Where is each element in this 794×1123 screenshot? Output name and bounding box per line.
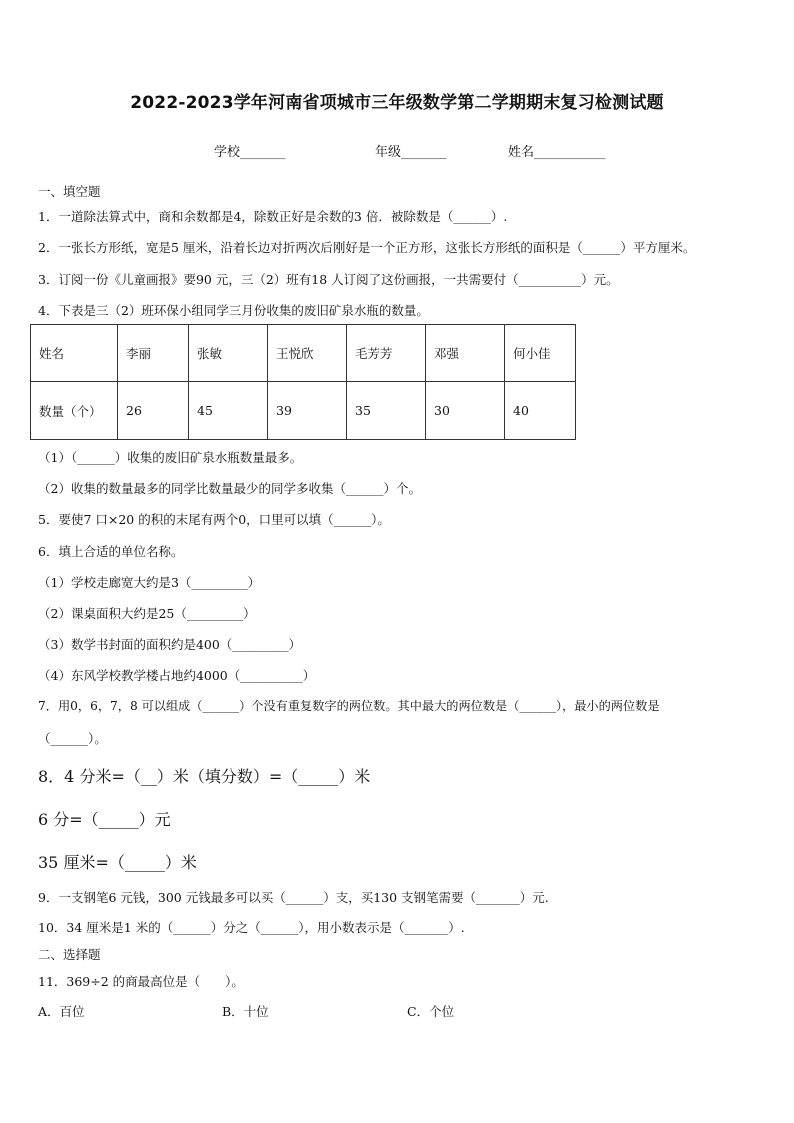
question-5: 5．要使7 口×20 的积的末尾有两个0，口里可以填（______）。 <box>38 512 390 527</box>
option-c: C．个位 <box>407 1004 455 1019</box>
table-cell-name: 毛芳芳 <box>347 325 426 382</box>
question-7: 7．用0，6，7，8 可以组成（______）个没有重复数字的两位数。其中最大的两位数是（______），最小的两位数是 <box>38 699 660 713</box>
question-8-part-3: 35 厘米=（_____）米 <box>38 853 197 872</box>
table-cell-name: 张敏 <box>189 325 268 382</box>
table-cell-name: 李丽 <box>118 325 189 382</box>
question-1: 1．一道除法算式中，商和余数都是4，除数正好是余数的3 倍．被除数是（______）. <box>38 209 508 224</box>
grade-field: 年级_______ <box>375 145 447 160</box>
question-2: 2．一张长方形纸，宽是5 厘米，沿着长边对折两次后刚好是一个正方形，这张长方形纸的面积是（______）平方厘米。 <box>38 240 696 255</box>
table-row-label: 数量（个） <box>31 382 118 440</box>
table-cell-name: 何小佳 <box>505 325 576 382</box>
option-a: A．百位 <box>38 1004 85 1019</box>
table-cell-count: 45 <box>189 382 268 440</box>
table-cell-count: 40 <box>505 382 576 440</box>
question-8-part-2: 6 分=（_____）元 <box>38 810 171 829</box>
question-10: 10．34 厘米是1 米的（______）分之（______），用小数表示是（_______）. <box>38 920 465 935</box>
question-9: 9．一支钢笔6 元钱，300 元钱最多可以买（______）支，买130 支钢笔需要（_______）元. <box>38 890 549 905</box>
table-cell-name: 王悦欣 <box>268 325 347 382</box>
school-field: 学校_______ <box>214 145 286 160</box>
table-cell-count: 30 <box>426 382 505 440</box>
question-7-continued: （______）。 <box>38 731 107 746</box>
question-4: 4．下表是三（2）班环保小组同学三月份收集的废旧矿泉水瓶的数量。 <box>38 303 429 318</box>
question-6-part-1: （1）学校走廊宽大约是3（_________） <box>38 575 261 590</box>
page-title: 2022-2023学年河南省项城市三年级数学第二学期期末复习检测试题 <box>130 93 664 113</box>
section-heading-fill-blank: 一、填空题 <box>38 184 101 199</box>
question-11: 11．369÷2 的商最高位是（ ）。 <box>38 974 244 989</box>
table-cell-name: 邓强 <box>426 325 505 382</box>
table-header-label: 姓名 <box>31 325 118 382</box>
table-row <box>31 382 576 440</box>
question-6-part-4: （4）东风学校教学楼占地约4000（__________） <box>38 668 316 683</box>
question-6-part-2: （2）课桌面积大约是25（_________） <box>38 606 256 621</box>
table-row <box>31 325 576 382</box>
name-field: 姓名___________ <box>508 145 606 160</box>
table-cell-count: 39 <box>268 382 347 440</box>
section-heading-multiple-choice: 二、选择题 <box>38 947 101 962</box>
option-b: B．十位 <box>222 1004 269 1019</box>
table-cell-count: 35 <box>347 382 426 440</box>
bottle-count-table <box>30 324 576 440</box>
question-6-part-3: （3）数学书封面的面积约是400（_________） <box>38 637 302 652</box>
question-3: 3．订阅一份《儿童画报》要90 元，三（2）班有18 人订阅了这份画报，一共需要付（__________）元。 <box>38 272 619 287</box>
question-4-part-2: （2）收集的数量最多的同学比数量最少的同学多收集（______）个。 <box>38 481 421 496</box>
question-4-part-1: （1）（______）收集的废旧矿泉水瓶数量最多。 <box>38 450 303 465</box>
question-8: 8．4 分米=（__）米（填分数）=（_____）米 <box>38 767 371 786</box>
table-cell-count: 26 <box>118 382 189 440</box>
question-6: 6．填上合适的单位名称。 <box>38 544 184 559</box>
